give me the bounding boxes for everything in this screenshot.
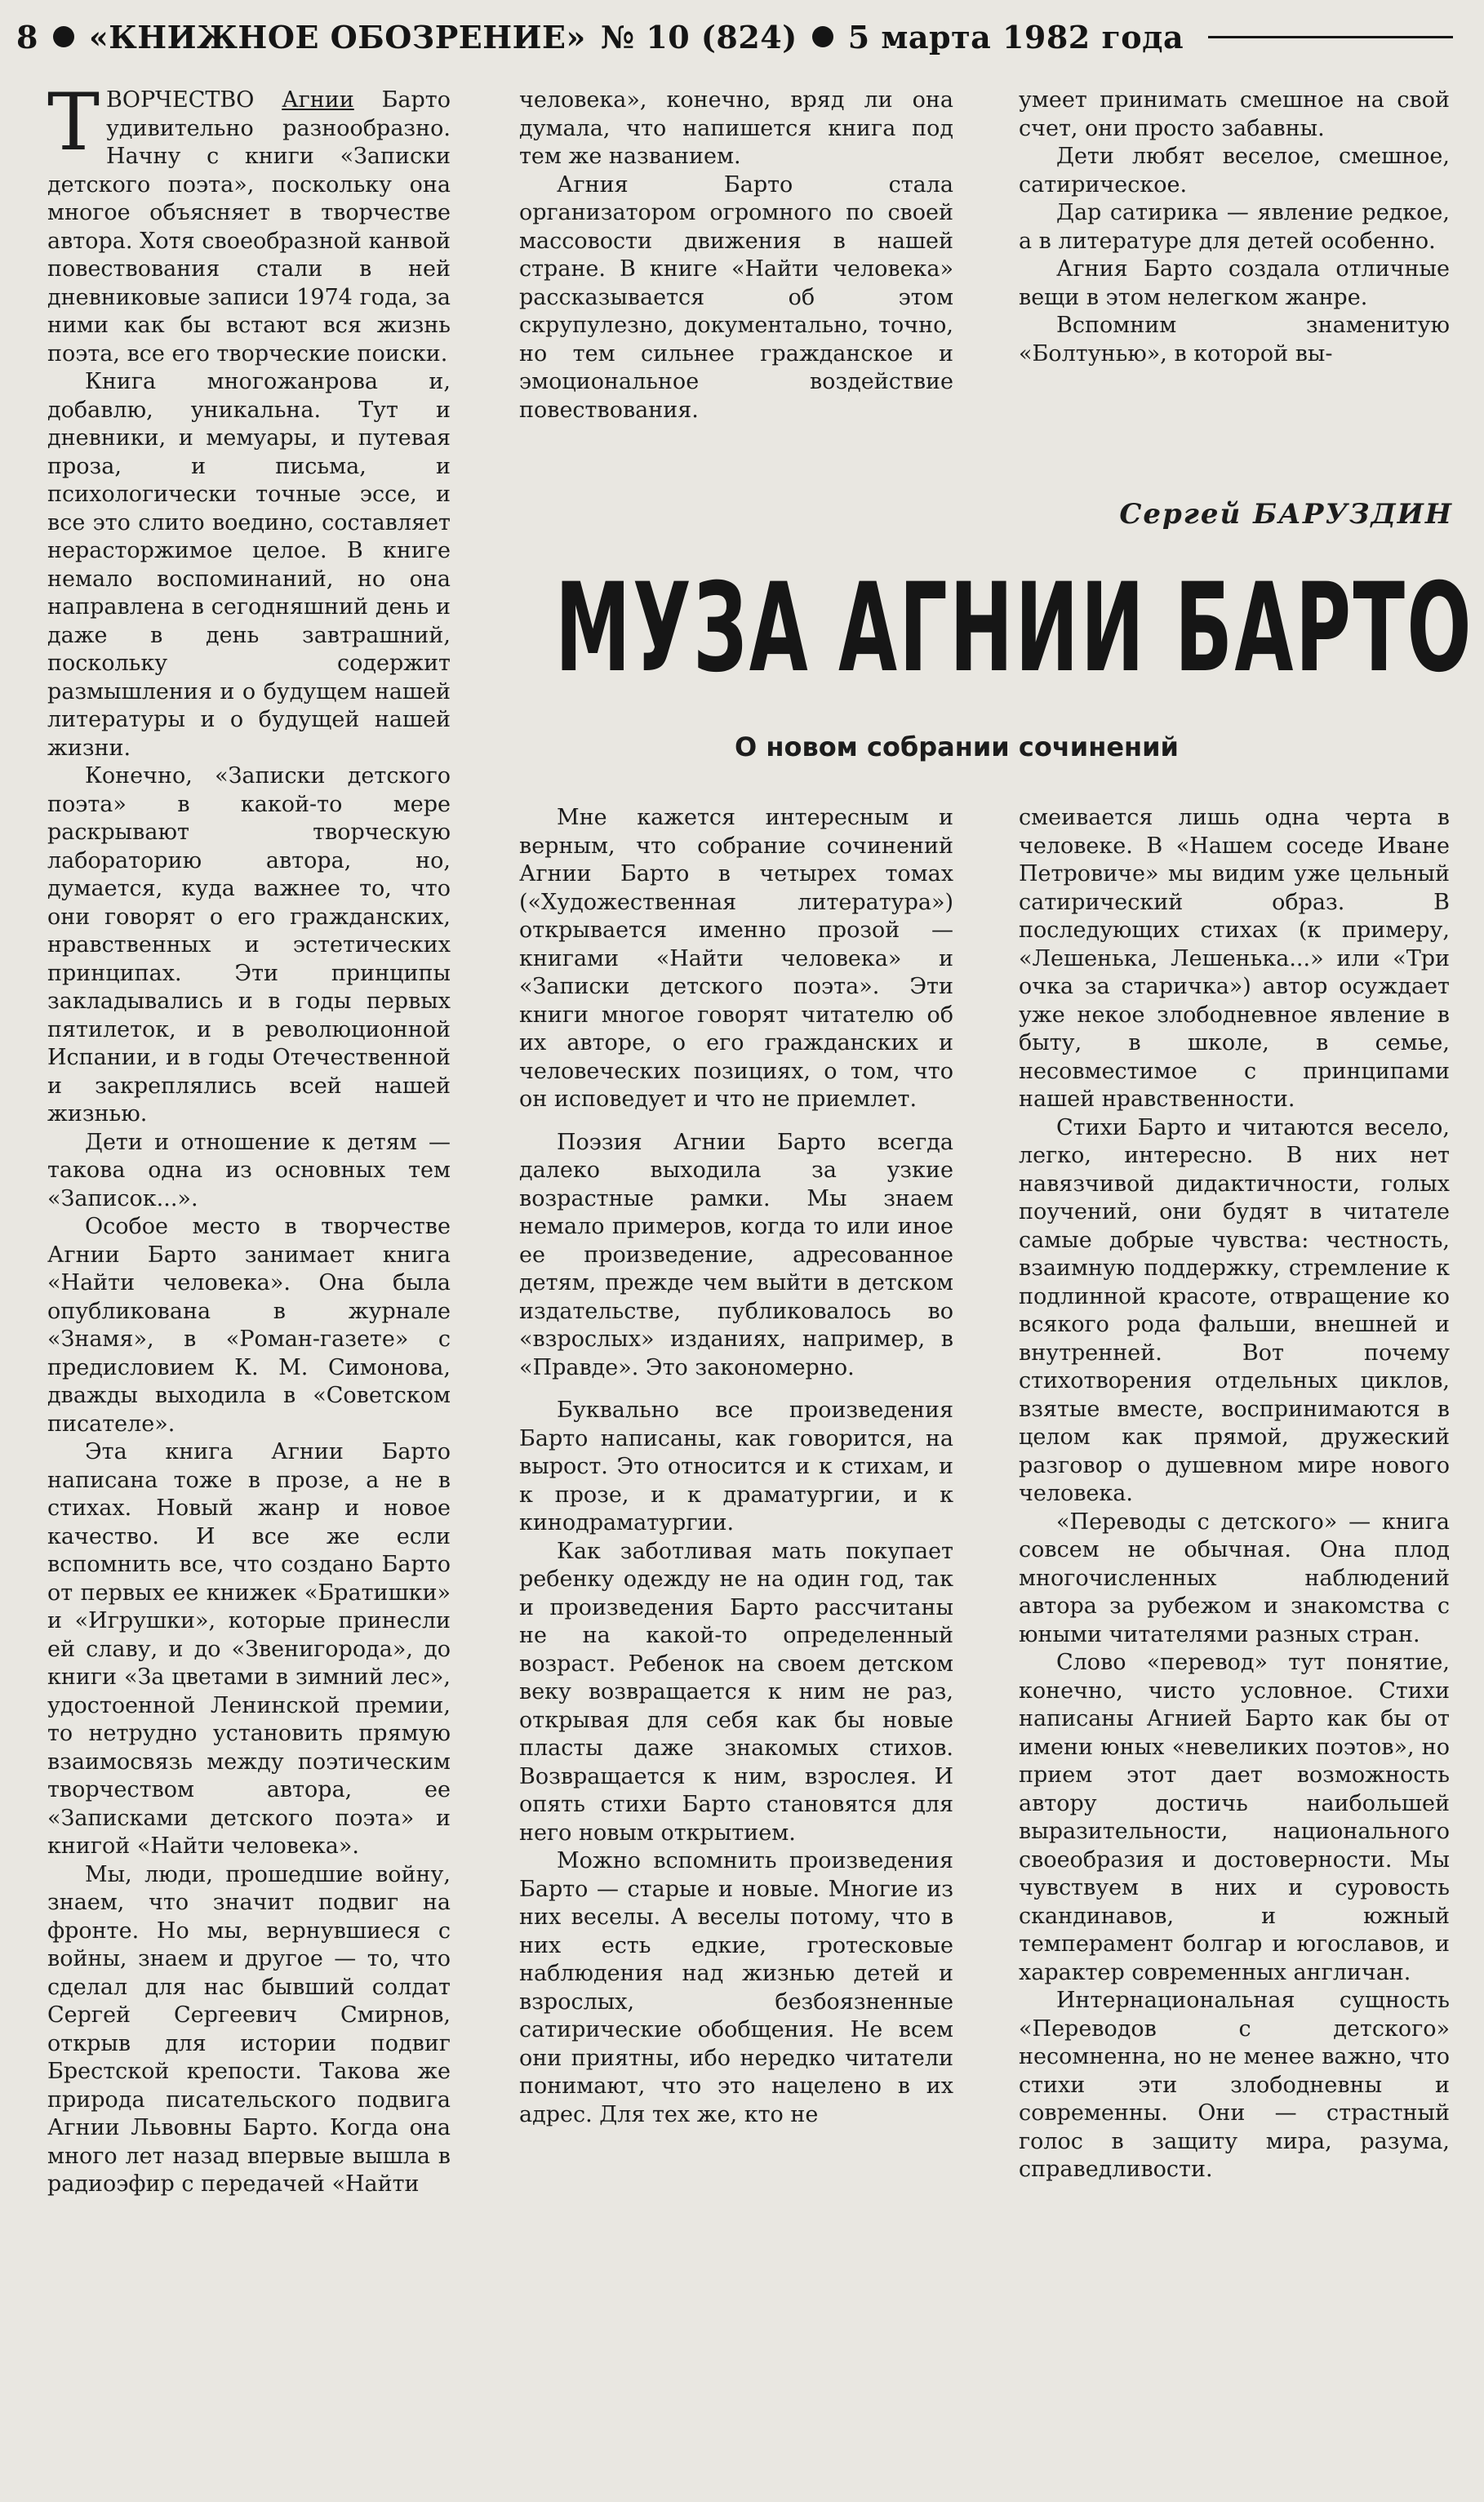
bullet-dot-icon [812,26,833,47]
author-byline: Сергей БАРУЗДИН [1119,498,1453,531]
paragraph: человека», конечно, вряд ли она думала, что напишется книга под тем же названием. [519,87,953,169]
issue-date: 5 марта 1982 года [847,18,1184,56]
paragraph: Дети любят веселое, смешное, сатирическое. [1019,144,1450,198]
paragraph: Буквально все произведения Барто написаны, как говорится, на вырост. Это относится и к стихам, и к прозе, и к драматургии, и к кинодраматургии. [519,1398,953,1535]
paragraph: умеет принимать смешное на свой счет, они просто забавны. [1019,87,1450,141]
paragraph: Дар сатирика — явление редкое, а в литературе для детей особенно. [1019,200,1450,254]
paragraph: Интернациональная сущность «Переводов с детского» несомненна, но не менее важно, что стихи эти злободневны и современны. Они — страстный голос в защиту мира, разума, справедливости. [1019,1988,1450,2182]
paragraph: Дети и отношение к детям — такова одна из основных тем «Записок...». [47,1129,451,1211]
lead-word: ВОРЧЕСТВО [106,87,255,113]
bullet-dot-icon [53,26,74,47]
paragraph: Книга многожанрова и, добавлю, уникальна. Тут и дневники, и мемуары, и путевая проза, и письма, и психологически точные эссе, и все это слито воедино, составляет нерасторжимое целое. В книге немало воспоминаний, но она направлена в сегодняшний день и даже в день завтрашний, поскольку содержит размышления и о будущем нашей литературы и о будущей нашей жизни. [47,369,451,761]
paragraph: Агния Барто стала организатором огромного по своей массовости движения в нашей стране. В книге «Найти человека» рассказывается об этом скрупулезно, документально, точно, но тем сильнее гражданское и эмоциональное воздействие повествования. [519,171,953,423]
lead-paragraph [47,87,451,368]
column-2-bottom [519,804,953,2486]
subheadline: О новом собрании сочинений [735,731,1179,762]
paragraph: Особое место в творчестве Агнии Барто занимает книга «Найти человека». Она была опубликована в журнале «Знамя», в «Роман-газете» с предисловием К. М. Симонова, дважды выходила в «Советском писателе». [47,1214,451,1437]
paragraph: Можно вспомнить произведения Барто — старые и новые. Многие из них веселы. А веселы потому, что в них есть едкие, гротесковые наблюдения над жизнью детей и взрослых, безбоязненные сатирические обобщения. Не всем они приятны, ибо нередко читатели понимают, что это нацелено в их адрес. Для тех же, кто не [519,1848,953,2127]
paragraph: Стихи Барто и читаются весело, легко, интересно. В них нет навязчивой дидактичности, голых поучений, они будят в читателе самые добрые чувства: честность, взаимную поддержку, стремление к подлинной красоте, отвращение ко всякого рода фальши, внешней и внутренней. Вот почему стихотворения отдельных циклов, взятые вместе, воспринимаются в целом как прямой, дружеский разговор о душевном мире нового человека. [1019,1114,1450,1506]
paragraph: Барто удивительно разнообразно. Начну с книги «Записки детского поэта», поскольку она многое объясняет в творчестве автора. Хотя своеобразной канвой повествования стали в ней дневниковые записи 1974 года, за ними как бы встают вся жизнь поэта, все его творческие поиски. [47,87,451,367]
paragraph: Как заботливая мать покупает ребенку одежду не на один год, так и произведения Барто рассчитаны не на какой-то определенный возраст. Ребенок на своем детском веку возвращается к ним не раз, открывая для себя как бы новые пласты даже знакомых стихов. Возвращается к ним, взрослея. И опять стихи Барто становятся для него новым открытием. [519,1538,953,1846]
column-3-top [1019,87,1450,478]
paragraph: «Переводы с детского» — книга совсем не обычная. Она плод многочисленных наблюдений автора за рубежом и знакомства с юными читателями разных стран. [1019,1509,1450,1647]
paragraph: Вспомним знаменитую «Болтунью», в которой вы- [1019,313,1450,367]
drop-cap: Т [47,87,100,168]
column-2-top [519,87,953,470]
paragraph: Агния Барто создала отличные вещи в этом нелегком жанре. [1019,256,1450,310]
issue-number: № 10 (824) [600,18,798,56]
headline: МУЗА АГНИИ БАРТО [555,558,1473,700]
masthead-rule [1208,36,1453,38]
column-3-bottom [1019,804,1450,2486]
paragraph: Поэзия Агнии Барто всегда далеко выходила за узкие возрастные рамки. Мы знаем немало примеров, когда то или иное ее произведение, адресованное детям, прежде чем выйти в детском издательстве, публиковалось во «взрослых» изданиях, например, в «Правде». Это закономерно. [519,1129,953,1380]
paragraph: смеивается лишь одна черта в человеке. В «Нашем соседе Иване Петровиче» мы видим уже цельный сатирический образ. В последующих стихах (к примеру, «Лешенька, Лешенька...» или «Три очка за старичка») автор осуждает уже некое злободневное явление в быту, в школе, в семье, несовместимое с принципами нашей нравственности. [1019,805,1450,1112]
lead-name: Агнии [282,87,354,113]
newspaper-name: «КНИЖНОЕ ОБОЗРЕНИЕ» [88,18,586,56]
paragraph: Конечно, «Записки детского поэта» в какой-то мере раскрывают творческую лабораторию автора, но, думается, куда важнее то, что они говорят о его гражданских, нравственных и эстетических принципах. Эти принципы закладывались и в годы первых пятилеток, и в революционной Испании, и в годы Отечественной и закреплялись всей нашей жизнью. [47,763,451,1127]
paragraph: Слово «перевод» тут понятие, конечно, чисто условное. Стихи написаны Агнией Барто как бы от имени юных «невеликих поэтов», но прием этот дает возможность автору достичь наибольшей выразительности, национального своеобразия и достоверности. Мы чувствуем в них и суровость скандинавов, и южный темперамент болгар и югославов, и характер современных англичан. [1019,1650,1450,1985]
column-1 [47,87,451,2482]
paragraph: Мне кажется интересным и верным, что собрание сочинений Агнии Барто в четырех томах («Художественная литература») открывается именно прозой — книгами «Найти человека» и «Записки детского поэта». Эти книги многое говорят читателю об их авторе, о его гражданских и человеческих позициях, о том, что он исповедует и что не приемлет. [519,805,953,1112]
masthead [16,10,1241,64]
page-number: 8 [16,18,38,56]
paragraph: Эта книга Агнии Барто написана тоже в прозе, а не в стихах. Новый жанр и новое качество. И все же если вспомнить все, что создано Барто от первых ее книжек «Братишки» и «Игрушки», которые принесли ей славу, и до «Звенигорода», до книги «За цветами в зимний лес», удостоенной Ленинской премии, то нетрудно установить прямую взаимосвязь между поэтическим творчеством автора, ее «Записками детского поэта» и книгой «Найти человека». [47,1439,451,1859]
paragraph: Мы, люди, прошедшие войну, знаем, что значит подвиг на фронте. Но мы, вернувшиеся с войны, знаем и другое — то, что сделал для нас бывший солдат Сергей Сергеевич Смирнов, открыв для истории подвиг Брестской крепости. Такова же природа писательского подвига Агнии Львовны Барто. Когда она много лет назад впервые вышла в радиоэфир с передачей «Найти [47,1861,451,2197]
